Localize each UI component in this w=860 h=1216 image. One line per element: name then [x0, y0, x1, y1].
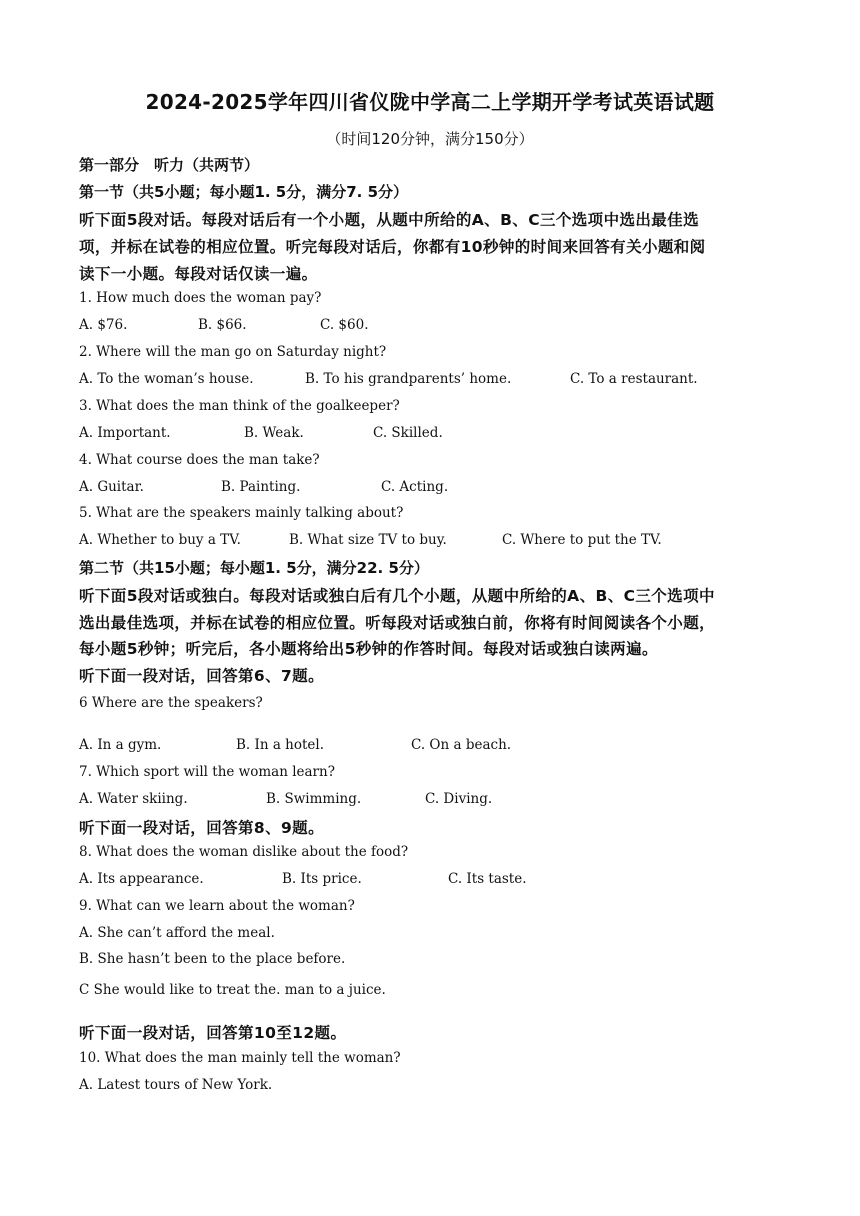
option-a: A. Whether to buy a TV. — [79, 532, 241, 548]
option-c: C She would like to treat the. man to a juice. — [79, 982, 386, 998]
section1-instruction-line: 听下面5段对话。每段对话后有一个小题，从题中所给的A、B、C三个选项中选出最佳选 — [79, 211, 699, 229]
question-3: 3. What does the man think of the goalkeeper? — [79, 398, 400, 414]
exam-subtitle: （时间120分钟，满分150分） — [326, 130, 534, 148]
option-b: B. In a hotel. — [236, 737, 325, 753]
question-5: 5. What are the speakers mainly talking about? — [79, 505, 404, 521]
option-a: A. In a gym. — [79, 737, 162, 753]
prompt-questions-6-7: 听下面一段对话，回答第6、7题。 — [79, 667, 324, 685]
question-10: 10. What does the man mainly tell the woman? — [79, 1050, 401, 1066]
option-b: B. $66. — [198, 317, 247, 333]
option-c: C. On a beach. — [411, 737, 512, 753]
option-a: A. Latest tours of New York. — [79, 1077, 273, 1093]
section2-heading: 第二节（共15小题；每小题1. 5分，满分22. 5分） — [79, 559, 429, 577]
option-c: C. $60. — [320, 317, 369, 333]
question-6: 6 Where are the speakers? — [79, 695, 263, 711]
question-2: 2. Where will the man go on Saturday night? — [79, 344, 387, 360]
option-b: B. Weak. — [244, 425, 304, 441]
option-a: A. Important. — [79, 425, 171, 441]
option-c: C. Its taste. — [448, 871, 527, 887]
question-8: 8. What does the woman dislike about the food? — [79, 844, 409, 860]
option-c: C. Acting. — [381, 479, 449, 495]
option-b: B. Its price. — [282, 871, 362, 887]
exam-title: 2024-2025学年四川省仪陇中学高二上学期开学考试英语试题 — [145, 90, 715, 114]
part1-heading: 第一部分 听力（共两节） — [79, 156, 260, 174]
question-4: 4. What course does the man take? — [79, 452, 320, 468]
prompt-questions-8-9: 听下面一段对话，回答第8、9题。 — [79, 819, 324, 837]
question-9: 9. What can we learn about the woman? — [79, 898, 355, 914]
option-a: A. Guitar. — [79, 479, 144, 495]
option-a: A. $76. — [79, 317, 128, 333]
option-b: B. Swimming. — [266, 791, 362, 807]
section2-instruction-line: 选出最佳选项，并标在试卷的相应位置。听每段对话或独白前，你将有时间阅读各个小题， — [79, 614, 716, 632]
option-a: A. She can’t afford the meal. — [79, 925, 275, 941]
prompt-questions-10-12: 听下面一段对话，回答第10至12题。 — [79, 1024, 347, 1042]
option-b: B. To his grandparents’ home. — [305, 371, 512, 387]
option-b: B. She hasn’t been to the place before. — [79, 951, 346, 967]
section2-instruction-line: 每小题5秒钟；听完后，各小题将给出5秒钟的作答时间。每段对话或独白读两遍。 — [79, 640, 658, 658]
option-b: B. What size TV to buy. — [289, 532, 447, 548]
section1-instruction-line: 项，并标在试卷的相应位置。听完每段对话后，你都有10秒钟的时间来回答有关小题和阅 — [79, 238, 706, 256]
option-c: C. Skilled. — [373, 425, 443, 441]
section2-instruction-line: 听下面5段对话或独白。每段对话或独白后有几个小题，从题中所给的A、B、C三个选项中 — [79, 587, 715, 605]
option-c: C. To a restaurant. — [570, 371, 698, 387]
question-1: 1. How much does the woman pay? — [79, 290, 322, 306]
option-a: A. Its appearance. — [79, 871, 204, 887]
section1-heading: 第一节（共5小题；每小题1. 5分，满分7. 5分） — [79, 183, 409, 201]
question-7: 7. Which sport will the woman learn? — [79, 764, 335, 780]
option-c: C. Where to put the TV. — [502, 532, 662, 548]
option-a: A. To the woman’s house. — [79, 371, 254, 387]
option-b: B. Painting. — [221, 479, 301, 495]
option-a: A. Water skiing. — [79, 791, 188, 807]
option-c: C. Diving. — [425, 791, 493, 807]
section1-instruction-line: 读下一小题。每段对话仅读一遍。 — [79, 265, 318, 283]
